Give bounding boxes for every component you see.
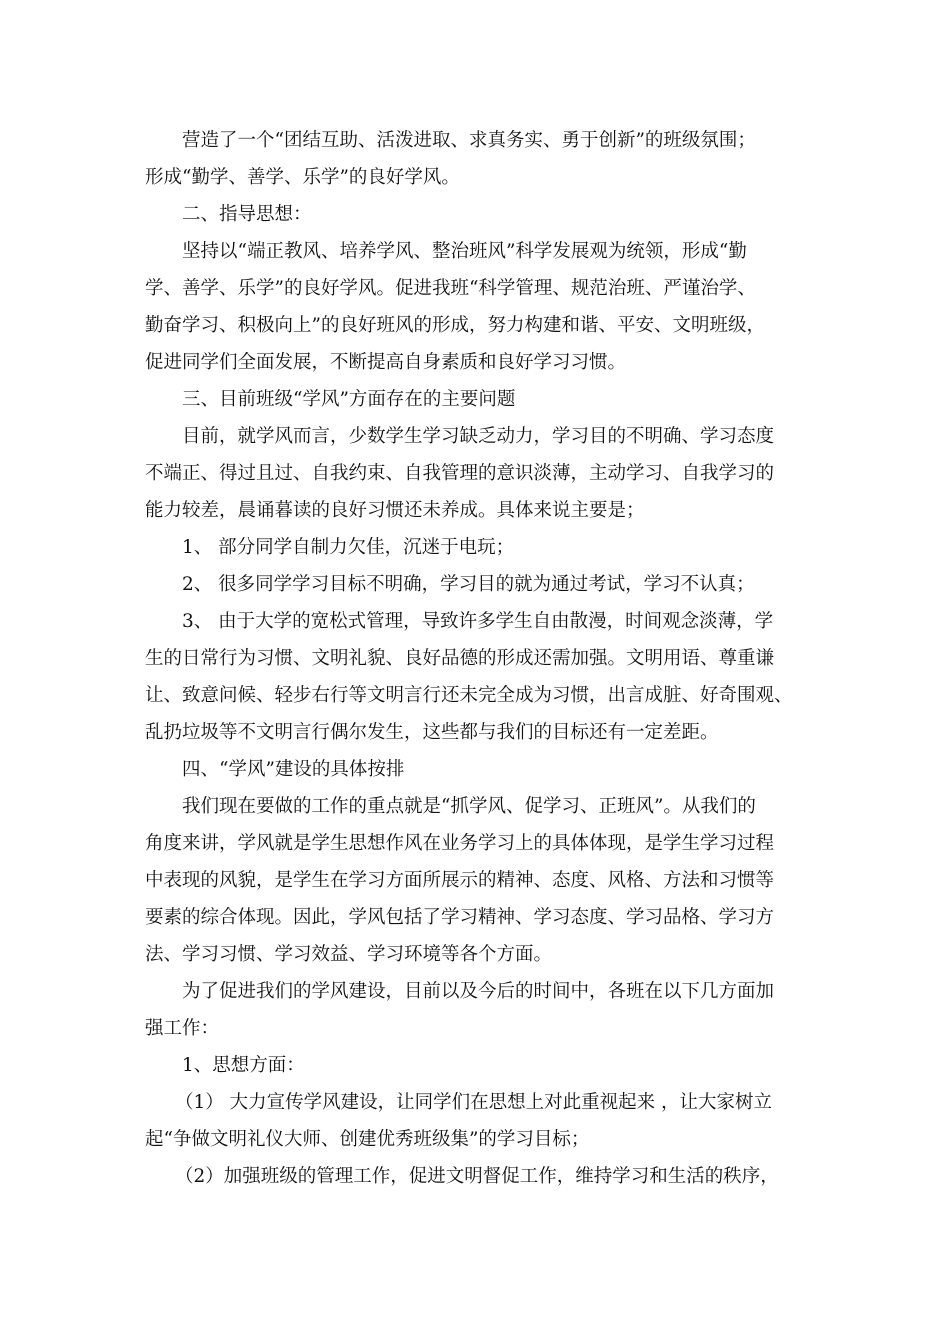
text-line: 要素的综合体现。因此，学风包括了学习精神、学习态度、学习品格、学习方 <box>145 907 775 928</box>
list-item: 2、 很多同学学习目标不明确，学习目的就为通过考试，学习不认真； <box>182 574 755 595</box>
text-line: 能力较差，晨诵暮读的良好习惯还未养成。具体来说主要是； <box>145 500 645 521</box>
text-line: 中表现的风貌，是学生在学习方面所展示的精神、态度、风格、方法和习惯等 <box>145 870 775 891</box>
text-line: 学、善学、乐学”的良好学风。促进我班“科学管理、规范治班、严谨治学、 <box>145 278 756 299</box>
text-line: 我们现在要做的工作的重点就是“抓学风、促学习、正班风”。从我们的 <box>182 796 756 817</box>
document-body <box>145 122 805 1195</box>
section-heading: 三、目前班级“学风”方面存在的主要问题 <box>182 389 516 410</box>
text-line: 为了促进我们的学风建设，目前以及今后的时间中，各班在以下几方面加 <box>182 981 775 1002</box>
text-line: 强工作： <box>145 1018 220 1039</box>
text-line: 不端正、得过且过、自我约束、自我管理的意识淡薄，主动学习、自我学习的 <box>145 463 775 484</box>
text-line: 法、学习习惯、学习效益、学习环境等各个方面。 <box>145 944 553 965</box>
text-line: 营造了一个“团结互助、活泼进取、求真务实、勇于创新”的班级氛围； <box>182 130 756 151</box>
text-line: 坚持以“端正教风、培养学风、整治班风”科学发展观为统领，形成“勤 <box>182 241 747 262</box>
list-item: 3、 由于大学的宽松式管理，导致许多学生自由散漫，时间观念淡薄，学 <box>182 611 774 632</box>
list-item: （2）加强班级的管理工作，促进文明督促工作，维持学习和生活的秩序， <box>175 1166 779 1187</box>
text-line: 起“争做文明礼仪大师、创建优秀班级集”的学习目标； <box>145 1129 590 1150</box>
subsection-heading: 1、思想方面： <box>182 1055 305 1076</box>
section-heading: 四、“学风”建设的具体按排 <box>182 759 405 780</box>
text-line: 促进同学们全面发展，不断提高自身素质和良好学习习惯。 <box>145 352 627 373</box>
text-line: 让、致意问候、轻步右行等文明言行还未完全成为习惯，出言成脏、好奇围观、 <box>145 685 793 706</box>
list-item: 1、 部分同学自制力欠佳，沉迷于电玩； <box>182 537 515 558</box>
text-line: 勤奋学习、积极向上”的良好班风的形成，努力构建和谐、平安、文明班级， <box>145 315 765 336</box>
text-line: 形成“勤学、善学、乐学”的良好学风。 <box>145 167 460 188</box>
text-line: 乱扔垃圾等不文明言行偶尔发生，这些都与我们的目标还有一定差距。 <box>145 722 719 743</box>
section-heading: 二、指导思想： <box>182 204 312 225</box>
text-line: 生的日常行为习惯、文明礼貌、良好品德的形成还需加强。文明用语、尊重谦 <box>145 648 775 669</box>
text-line: 目前，就学风而言，少数学生学习缺乏动力，学习目的不明确、学习态度 <box>182 426 775 447</box>
text-line: 角度来讲，学风就是学生思想作风在业务学习上的具体体现，是学生学习过程 <box>145 833 775 854</box>
list-item: （1） 大力宣传学风建设，让同学们在思想上对此重视起来 ，让大家树立 <box>175 1092 773 1113</box>
